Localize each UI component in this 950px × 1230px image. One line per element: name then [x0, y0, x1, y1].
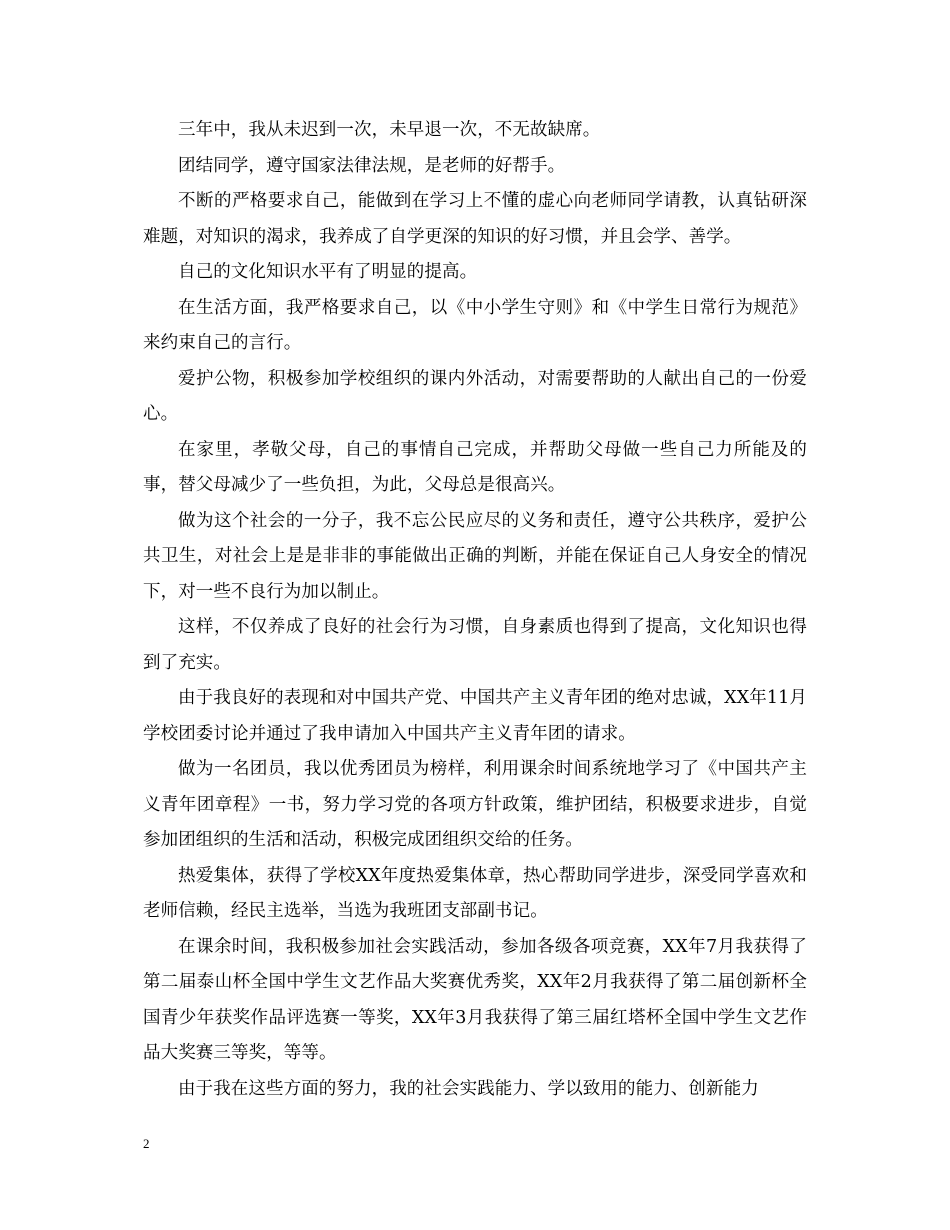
document-body — [143, 113, 807, 1107]
paragraph-league-admission: 由于我良好的表现和对中国共产党、中国共产主义青年团的绝对忠诚，XX年11月学校团委讨论并通过了我申请加入中国共产主义青年团的请求。 — [143, 688, 807, 744]
page-number: 2 — [143, 1136, 150, 1151]
paragraph-abilities: 由于我在这些方面的努力，我的社会实践能力、学以致用的能力、创新能力 — [178, 1078, 759, 1099]
paragraph-public-property: 爱护公物，积极参加学校组织的课内外活动，对需要帮助的人献出自己的一份爱心。 — [143, 368, 807, 424]
paragraph-collective: 热爱集体，获得了学校XX年度热爱集体章，热心帮助同学进步，深受同学喜欢和老师信赖，经民主选举，当选为我班团支部副书记。 — [143, 865, 807, 921]
paragraph-unity: 团结同学，遵守国家法律法规，是老师的好帮手。 — [178, 155, 566, 176]
paragraph-social-duty: 做为这个社会的一分子，我不忘公民应尽的义务和责任，遵守公共秩序，爱护公共卫生，对社会上是是非非的事能做出正确的判断，并能在保证自己人身安全的情况下，对一些不良行为加以制止。 — [143, 510, 807, 602]
paragraph-life-discipline: 在生活方面，我严格要求自己，以《中小学生守则》和《中学生日常行为规范》来约束自己的言行。 — [143, 297, 807, 353]
paragraph-family: 在家里，孝敬父母，自己的事情自己完成，并帮助父母做一些自己力所能及的事，替父母减少了一些负担，为此，父母总是很高兴。 — [143, 439, 807, 495]
paragraph-social-habits: 这样，不仅养成了良好的社会行为习惯，自身素质也得到了提高，文化知识也得到了充实。 — [143, 617, 807, 673]
paragraph-study-habits: 不断的严格要求自己，能做到在学习上不懂的虚心向老师同学请教，认真钻研深难题，对知识的渴求，我养成了自学更深的知识的好习惯，并且会学、善学。 — [143, 191, 807, 247]
paragraph-league-member: 做为一名团员，我以优秀团员为榜样，利用课余时间系统地学习了《中国共产主义青年团章程》一书，努力学习党的各项方针政策，维护团结，积极要求进步，自觉参加团组织的生活和活动，积极完成团组织交给的任务。 — [143, 759, 807, 850]
paragraph-competitions: 在课余时间，我积极参加社会实践活动，参加各级各项竞赛，XX年7月我获得了第二届泰山杯全国中学生文艺作品大奖赛优秀奖，XX年2月我获得了第二届创新杯全国青少年获奖作品评选赛一等奖，XX年3月我获得了第三届红塔杯全国中学生文艺作品大奖赛三等奖，等等。 — [143, 936, 807, 1063]
paragraph-attendance: 三年中，我从未迟到一次，未早退一次，不无故缺席。 — [178, 120, 601, 140]
paragraph-knowledge-improvement: 自己的文化知识水平有了明显的提高。 — [178, 262, 478, 282]
